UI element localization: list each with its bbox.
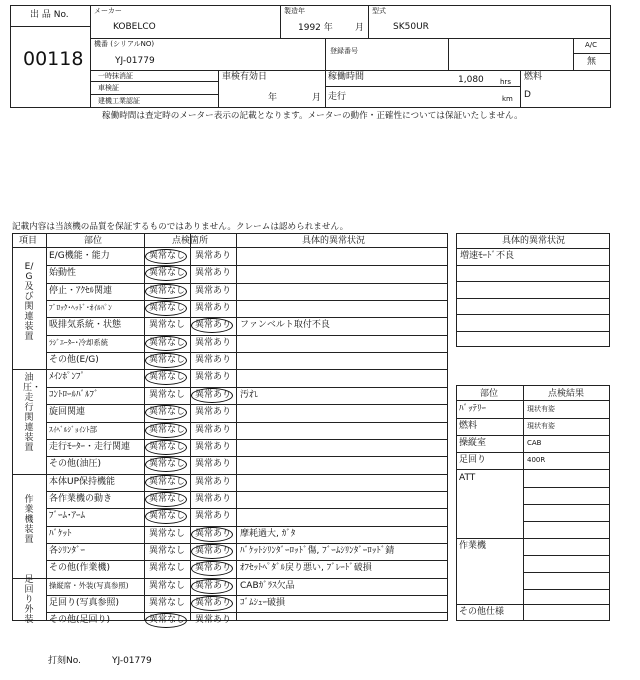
row-part: 足回り(写真参照) <box>49 598 120 608</box>
selected-circle <box>145 336 187 351</box>
abnormal-option: 異常あり <box>195 442 232 452</box>
group-label-engine: E/G及び関連装置 <box>24 262 34 342</box>
ac-value: 無 <box>587 57 597 67</box>
year-label: 製造年 <box>284 7 305 15</box>
result-value: 400R <box>527 456 546 464</box>
normal-option: 異常なし <box>149 355 186 365</box>
normal-option: 異常なし <box>149 563 186 573</box>
abnormal-option: 異常あり <box>195 303 232 313</box>
row-part: 走行ﾓｰﾀｰ・走行関連 <box>49 442 131 452</box>
selected-circle <box>191 318 233 333</box>
construction-label: 建機工業認証 <box>98 97 140 105</box>
abnormal-option: 異常あり <box>195 320 232 330</box>
row-part: ｺﾝﾄﾛｰﾙﾊﾞﾙﾌﾞ <box>49 390 99 400</box>
detail-row: 増速ﾓｰﾄﾞ不良 <box>460 251 515 261</box>
normal-option: 異常なし <box>149 511 186 521</box>
abnormal-option: 異常あり <box>195 286 232 296</box>
serial-label: 機番 (シリアルNO) <box>94 40 155 48</box>
row-part: E/G機能・能力 <box>49 251 110 261</box>
row-detail: ｺﾞﾑｼｭｰ破損 <box>240 598 286 608</box>
row-detail: CABｶﾞﾗｽ欠品 <box>240 581 295 591</box>
hours-label: 稼働時間 <box>328 72 365 82</box>
normal-option: 異常なし <box>149 425 186 435</box>
selected-circle <box>145 301 187 316</box>
row-part: 停止・ｱｸｾﾙ関連 <box>49 286 113 296</box>
normal-option: 異常なし <box>149 251 186 261</box>
selected-circle <box>145 266 187 281</box>
work-label: 作業機 <box>459 541 487 551</box>
fuel-value: D <box>524 90 531 100</box>
normal-option: 異常なし <box>149 303 186 313</box>
stamp-value: YJ-01779 <box>112 656 152 666</box>
result-value: 現状有姿 <box>527 422 555 430</box>
normal-option: 異常なし <box>149 459 186 469</box>
normal-option: 異常なし <box>149 268 186 278</box>
normal-option: 異常なし <box>149 390 186 400</box>
normal-option: 異常なし <box>149 372 186 382</box>
serial-value: YJ-01779 <box>115 56 155 66</box>
stamp-label: 打刻No. <box>48 656 81 666</box>
year-value: 1992 年 <box>298 23 333 33</box>
abnormal-option: 異常あり <box>195 407 232 417</box>
lot-number: 00118 <box>23 48 84 70</box>
row-part: その他(作業機) <box>49 563 111 573</box>
abnormal-option: 異常あり <box>195 529 232 539</box>
selected-circle <box>191 579 233 594</box>
row-detail: 汚れ <box>240 390 259 400</box>
abnormal-option: 異常あり <box>195 459 232 469</box>
selected-circle <box>191 544 233 559</box>
selected-circle <box>145 475 187 490</box>
normal-option: 異常なし <box>149 442 186 452</box>
col-header-detail: 具体的異常状況 <box>302 236 366 246</box>
header-note: 稼働時間は査定時のメーター表示の記載となります。メーターの動作・正確性については保証いたしません。 <box>102 111 523 121</box>
row-detail: ファンベルト取付不良 <box>240 320 330 330</box>
normal-option: 異常なし <box>149 615 186 625</box>
result-col-result: 点検結果 <box>548 389 585 399</box>
selected-circle <box>191 527 233 542</box>
km-unit: km <box>502 95 513 103</box>
hours-unit: hrs <box>500 78 511 86</box>
selected-circle <box>145 353 187 368</box>
selected-circle <box>145 249 187 264</box>
row-part: その他(油圧) <box>49 459 102 469</box>
abnormal-option: 異常あり <box>195 598 232 608</box>
maker-label: メーカー <box>94 7 122 15</box>
result-part: ﾊﾞｯﾃﾘｰ <box>459 404 487 414</box>
selected-circle <box>191 388 233 403</box>
normal-option: 異常なし <box>149 407 186 417</box>
abnormal-option: 異常あり <box>195 372 232 382</box>
row-part: 本体UP保持機能 <box>49 477 116 487</box>
row-part: 各ｼﾘﾝﾀﾞｰ <box>49 546 86 556</box>
temp-permit-label: 一時抹消証 <box>98 72 133 80</box>
row-detail: ｵﾌｾｯﾄﾍﾟﾀﾞﾙ戻り悪い, ﾌﾞﾚｰﾄﾞ破損 <box>240 563 372 573</box>
abnormal-option: 異常あり <box>195 338 232 348</box>
maker-value: KOBELCO <box>113 22 156 32</box>
row-part: ﾗｼﾞｴｰﾀｰ･冷却系統 <box>49 338 109 347</box>
result-value: CAB <box>527 439 542 447</box>
normal-option: 異常なし <box>149 286 186 296</box>
row-part: ﾊﾞｹｯﾄ <box>49 529 72 539</box>
row-part: 各作業機の動き <box>49 494 113 504</box>
abnormal-option: 異常あり <box>195 425 232 435</box>
selected-circle <box>145 509 187 524</box>
result-part: 燃料 <box>459 421 478 431</box>
selected-circle <box>145 405 187 420</box>
vehicle-cert-label: 車検証 <box>98 84 119 92</box>
row-part: その他(E/G) <box>49 355 99 365</box>
abnormal-option: 異常あり <box>195 477 232 487</box>
row-part: 始動性 <box>49 268 77 278</box>
row-part: ﾌﾞｰﾑ･ｱｰﾑ <box>49 511 86 521</box>
selected-circle <box>145 284 187 299</box>
selected-circle <box>145 440 187 455</box>
right-detail-header: 具体的異常状況 <box>502 236 566 246</box>
row-part: ｽｲﾍﾞﾙｼﾞｮｲﾝﾄ部 <box>49 425 98 434</box>
abnormal-option: 異常あり <box>195 563 232 573</box>
ac-label: A/C <box>585 41 598 49</box>
selected-circle <box>191 596 233 611</box>
col-header-check: 点検箇所 <box>172 236 209 246</box>
row-part: ﾌﾞﾛｯｸ･ﾍｯﾄﾞ･ｵｲﾙﾊﾟﾝ <box>49 303 112 312</box>
row-part: ﾒｲﾝﾎﾟﾝﾌﾟ <box>49 372 86 382</box>
abnormal-option: 異常あり <box>195 251 232 261</box>
abnormal-option: 異常あり <box>195 268 232 278</box>
abnormal-option: 異常あり <box>195 511 232 521</box>
normal-option: 異常なし <box>149 529 186 539</box>
row-part: 旋回関連 <box>49 407 86 417</box>
travel-label: 走行 <box>328 92 347 102</box>
lot-label: 出 品 No. <box>30 10 69 20</box>
normal-option: 異常なし <box>149 320 186 330</box>
normal-option: 異常なし <box>149 494 186 504</box>
other-spec-label: その他仕様 <box>459 607 505 617</box>
row-part: 吸排気系統・状態 <box>49 320 122 330</box>
abnormal-option: 異常あり <box>195 390 232 400</box>
normal-option: 異常なし <box>149 581 186 591</box>
col-header-item: 項目 <box>19 236 38 246</box>
hours-value: 1,080 <box>458 75 484 85</box>
col-header-part: 部位 <box>84 236 103 246</box>
result-col-part: 部位 <box>480 389 499 399</box>
group-label-work: 作業機装置 <box>24 495 34 545</box>
result-value: 現状有姿 <box>527 405 555 413</box>
model-value: SK50UR <box>393 22 429 32</box>
disclaimer: 記載内容は当該機の品質を保証するものではありません。クレームは認められません。 <box>12 222 349 232</box>
inspection-year-unit: 年 <box>268 93 278 103</box>
inspection-month-unit: 月 <box>312 93 322 103</box>
abnormal-option: 異常あり <box>195 355 232 365</box>
right-result-table <box>456 385 610 621</box>
normal-option: 異常なし <box>149 598 186 608</box>
row-detail: 摩耗過大, ｶﾞﾀ <box>240 529 296 539</box>
normal-option: 異常なし <box>149 477 186 487</box>
normal-option: 異常なし <box>149 338 186 348</box>
inspection-label: 車検有効日 <box>222 72 268 82</box>
abnormal-option: 異常あり <box>195 494 232 504</box>
model-label: 型式 <box>372 7 386 15</box>
abnormal-option: 異常あり <box>195 615 232 625</box>
group-label-undercarriage: 足回り外装 <box>24 575 34 625</box>
month-unit: 月 <box>355 23 365 33</box>
selected-circle <box>145 423 187 438</box>
normal-option: 異常なし <box>149 546 186 556</box>
abnormal-option: 異常あり <box>195 546 232 556</box>
result-part: 操縦室 <box>459 438 487 448</box>
selected-circle <box>145 457 187 472</box>
att-label: ATT <box>459 473 476 483</box>
result-part: 足回り <box>459 455 487 465</box>
group-label-hydraulic: 油圧・走行関連装置 <box>23 373 42 453</box>
selected-circle <box>145 613 187 628</box>
fuel-label: 燃料 <box>524 72 543 82</box>
selected-circle <box>145 492 187 507</box>
row-detail: ﾊﾞｹｯﾄｼﾘﾝﾀﾞｰﾛｯﾄﾞ傷, ﾌﾞｰﾑｼﾘﾝﾀﾞｰﾛｯﾄﾞ錆 <box>240 546 395 556</box>
abnormal-option: 異常あり <box>195 581 232 591</box>
selected-circle <box>191 561 233 576</box>
row-part: その他(足回り) <box>49 615 111 625</box>
reg-label: 登録番号 <box>330 47 358 55</box>
row-part: 操縦席・外装(写真参照) <box>49 581 129 590</box>
selected-circle <box>145 370 187 385</box>
